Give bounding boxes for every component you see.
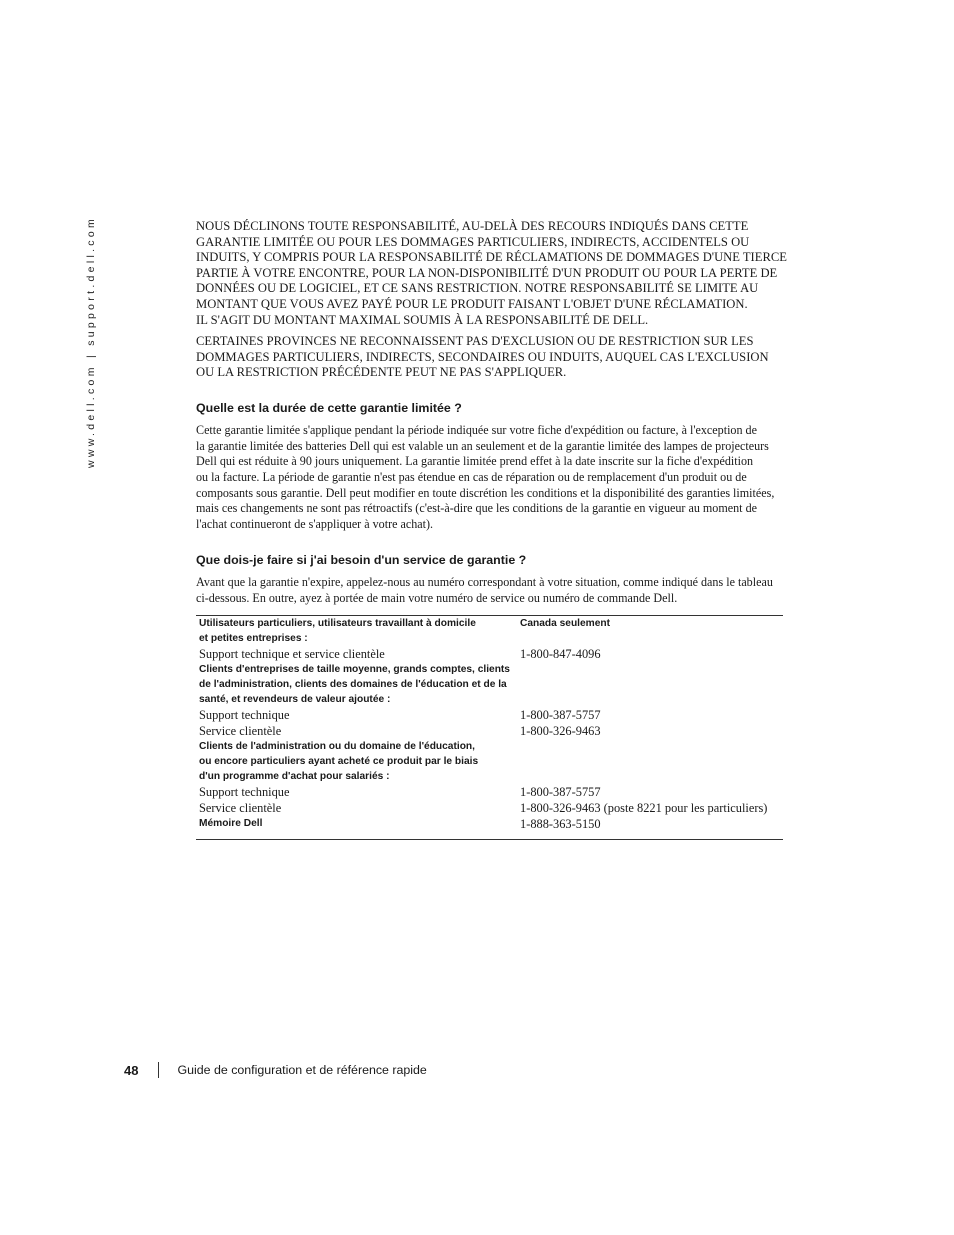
table-row — [196, 800, 783, 816]
table-header-row — [196, 616, 783, 647]
legal-paragraph-1: NOUS DÉCLINONS TOUTE RESPONSABILITÉ, AU-DELÀ DES RECOURS INDIQUÉS DANS CETTE GARANTIE LIMITÉE OU POUR LES DOMMAGES PARTICULIERS, INDIRECTS, ACCIDENTELS OU INDUITS, Y COMPRIS POUR LA RESPONSABILITÉ DE RÉCLAMATIONS DE DOMMAGES D'UNE TIERCE PARTIE À VOTRE ENCONTRE, POUR LA NON-DISPONIBILITÉ D'UN PRODUIT OU POUR LA PERTE DE DONNÉES OU DE LOGICIEL, ET CE SANS RESTRICTION. NOTRE RESPONSABILITÉ SE LIMITE AU MONTANT QUE VOUS AVEZ PAYÉ POUR LE PRODUIT FAISANT L'OBJET D'UNE RÉCLAMATION. IL S'AGIT DU MONTANT MAXIMAL SOUMIS À LA RESPONSABILITÉ DE DELL. — [196, 219, 787, 327]
legal-paragraph-2: CERTAINES PROVINCES NE RECONNAISSENT PAS D'EXCLUSION OU DE RESTRICTION SUR LES DOMMAGES PARTICULIERS, INDIRECTS, SECONDAIRES OU INDUITS, AUQUEL CAS L'EXCLUSION OU LA RESTRICTION PRÉCÉDENTE PEUT NE PAS S'APPLIQUER. — [196, 334, 769, 380]
table-row-phone: 1-888-363-5150 — [520, 817, 601, 831]
table-row — [196, 816, 783, 840]
contact-table-body — [196, 616, 783, 840]
table-section-label: Clients de l'administration ou du domaine de l'éducation, ou encore particuliers ayant acheté ce produit par le biais d'un programme d'achat pour salariés : — [199, 741, 479, 782]
page-footer — [124, 1062, 427, 1078]
table-row — [196, 707, 783, 723]
table-row — [196, 646, 783, 662]
table-row-phone: 1-800-326-9463 — [520, 724, 601, 738]
table-section-label: Clients d'entreprises de taille moyenne, grands comptes, clients de l'administration, clients des domaines de l'éducation et de la santé, et revendeurs de valeur ajoutée : — [199, 664, 510, 705]
section-heading-duration: Quelle est la durée de cette garantie limitée ? — [196, 400, 462, 415]
main-content — [196, 219, 816, 606]
section-body-service: Avant que la garantie n'expire, appelez-nous au numéro correspondant à votre situation, comme indiqué dans le tableau ci-dessous. En outre, ayez à portée de main votre numéro de service ou numéro de commande Dell. — [196, 574, 773, 605]
table-row — [196, 723, 783, 739]
table-row — [196, 784, 783, 800]
table-row-phone: 1-800-387-5757 — [520, 708, 601, 722]
sidebar-url — [80, 215, 102, 469]
table-section-row — [196, 739, 783, 784]
table-row-phone: 1-800-387-5757 — [520, 785, 601, 799]
section-heading-service: Que dois-je faire si j'ai besoin d'un service de garantie ? — [196, 552, 527, 567]
table-row-label: Support technique — [199, 708, 290, 722]
table-row-label: Support technique et service clientèle — [199, 647, 385, 661]
table-header-left: Utilisateurs particuliers, utilisateurs travaillant à domicile et petites entreprises : — [199, 618, 476, 644]
page-number: 48 — [124, 1062, 139, 1078]
table-row-label: Service clientèle — [199, 724, 282, 738]
contact-table — [196, 615, 783, 840]
table-header-right: Canada seulement — [520, 618, 611, 629]
section-body-duration: Cette garantie limitée s'applique pendant la période indiquée sur votre fiche d'expédition ou facture, à l'exception de la garantie limitée des batteries Dell qui est valable un an seulement et de la garantie limitée des lampes de projecteurs Dell qui est réduite à 90 jours uniquement. La garantie limitée prend effet à la date inscrite sur la fiche d'expédition ou la facture. La période de garantie n'est pas étendue en cas de réparation ou de remplacement d'un produit ou de composants sous garantie. Dell peut modifier en toute discrétion les conditions et la disponibilité des garanties limitées, mais ces changements ne sont pas rétroactifs (c'est-à-dire que les conditions de la garantie en vigueur au moment de l'achat continueront de s'appliquer à votre achat). — [196, 422, 775, 532]
table-row-phone: 1-800-326-9463 (poste 8221 pour les particuliers) — [520, 801, 768, 815]
table-row-label: Service clientèle — [199, 801, 282, 815]
table-section-row — [196, 662, 783, 707]
table-row-label: Support technique — [199, 785, 290, 799]
sidebar-url-text: www.dell.com | support.dell.com — [85, 215, 97, 469]
table-row-label: Mémoire Dell — [199, 818, 263, 829]
footer-separator — [158, 1062, 159, 1078]
table-row-phone: 1-800-847-4096 — [520, 647, 601, 661]
footer-title: Guide de configuration et de référence rapide — [177, 1063, 427, 1077]
